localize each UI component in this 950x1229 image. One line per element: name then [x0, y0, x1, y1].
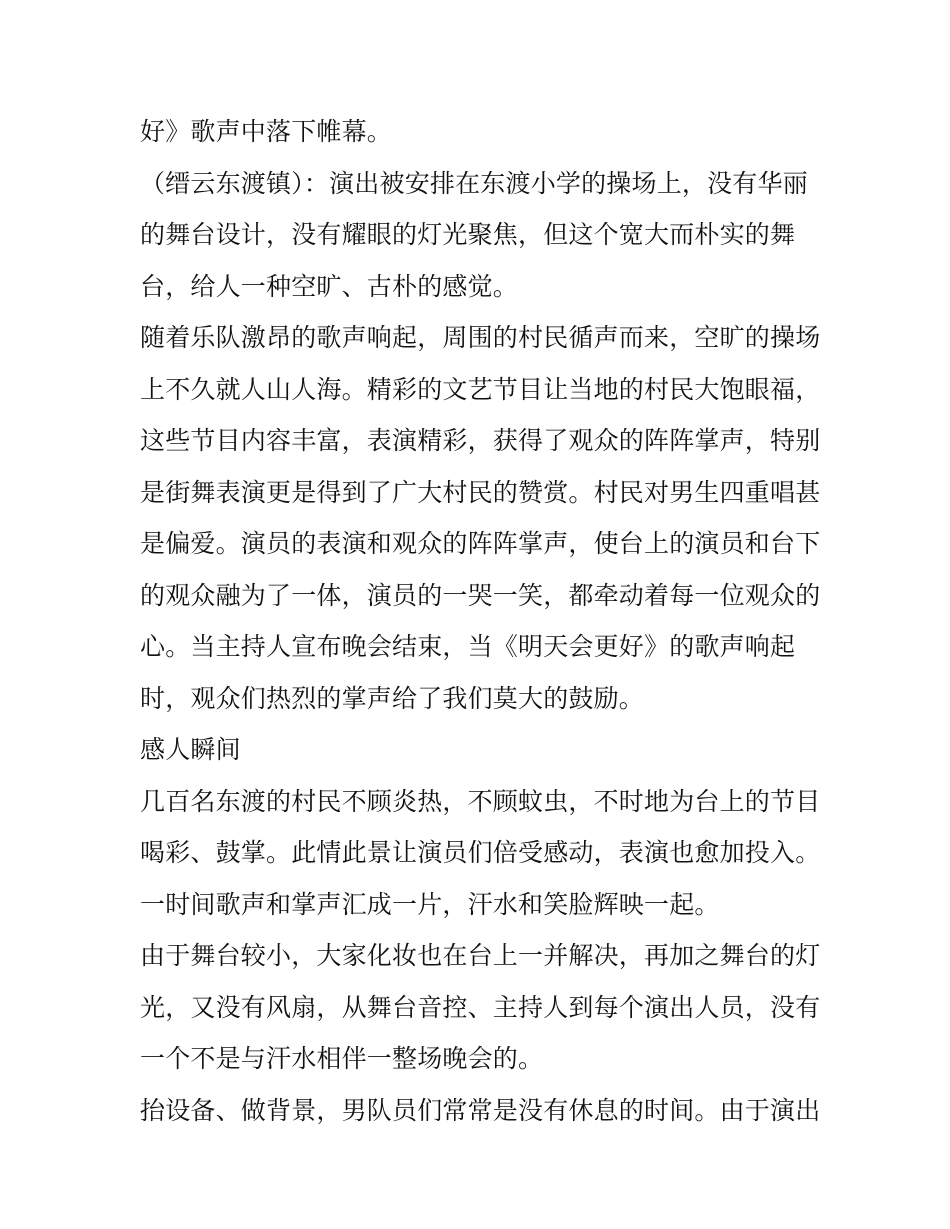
text-line: 心。当主持人宣布晚会结束，当《明天会更好》的歌声响起	[140, 632, 796, 661]
text-line: 好》歌声中落下帷幕。	[140, 117, 393, 146]
text-line: 几百名东渡的村民不顾炎热，不顾蚊虫，不时地为台上的节目	[140, 786, 821, 816]
text-line: 喝彩、鼓掌。此情此景让演员们倍受感动，表演也愈加投入。	[140, 838, 821, 867]
text-line: 是偏爱。演员的表演和观众的阵阵掌声，使台上的演员和台下	[140, 529, 821, 558]
text-line: 是街舞表演更是得到了广大村民的赞赏。村民对男生四重唱甚	[140, 477, 821, 507]
text-line: 上不久就人山人海。精彩的文艺节目让当地的村民大饱眼福，	[140, 374, 821, 404]
article-body	[140, 106, 820, 1136]
text-line: 一时间歌声和掌声汇成一片，汗水和笑脸辉映一起。	[140, 889, 720, 919]
section-heading: 感人瞬间	[140, 735, 241, 764]
text-line: 的舞台设计，没有耀眼的灯光聚焦，但这个宽大而朴实的舞	[140, 220, 796, 249]
text-line: 一个不是与汗水相伴一整场晚会的。	[140, 1044, 544, 1073]
text-line: 的观众融为了一体，演员的一哭一笑，都牵动着每一位观众的	[140, 580, 821, 610]
text-line: 抬设备、做背景，男队员们常常是没有休息的时间。由于演出	[140, 1095, 821, 1125]
text-line: 由于舞台较小，大家化妆也在台上一并解决，再加之舞台的灯	[140, 941, 821, 970]
text-line: 光，又没有风扇，从舞台音控、主持人到每个演出人员，没有	[140, 992, 821, 1022]
text-line: 台，给人一种空旷、古朴的感觉。	[140, 271, 519, 301]
text-line: 时，观众们热烈的掌声给了我们莫大的鼓励。	[140, 683, 645, 713]
text-line: （缙云东渡镇）：演出被安排在东渡小学的操场上，没有华丽	[140, 168, 808, 198]
text-line: 随着乐队激昂的歌声响起，周围的村民循声而来，空旷的操场	[140, 323, 821, 352]
text-line: 这些节目内容丰富，表演精彩，获得了观众的阵阵掌声，特别	[140, 426, 821, 455]
